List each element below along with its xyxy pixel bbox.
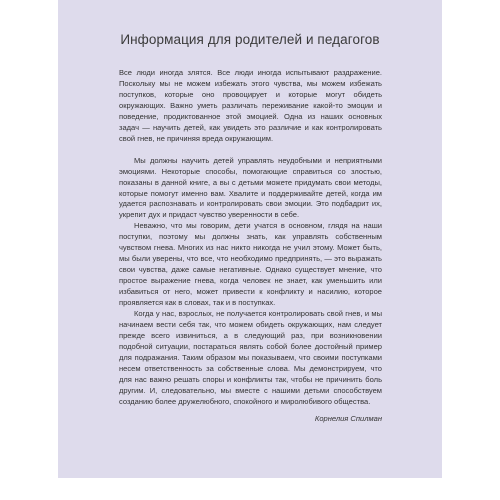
- author-signature: Корнелия Спилман: [314, 413, 382, 423]
- article-body: [119, 68, 382, 425]
- paragraph-4: Когда у нас, взрослых, не получается контролировать свой гнев, и мы начинаем вести себя так, что можем обидеть окружающих, нам следует прежде всего извиниться, а в следующий раз, при возникновении подобной ситуации, постараться являть собой более достойный пример для подражания. Таким образом мы показываем, что своими поступками несем ответственность за собственные слова. Мы демонстрируем, что для нас важно решать споры и конфликты так, чтобы не причинить боль другим. И, следовательно, мы вместе с нашими детьми способствуем созданию более дружелюбного, спокойного и миролюбивого общества.: [119, 309, 382, 406]
- page-title: Информация для родителей и педагогов: [120, 32, 380, 47]
- paragraph-1: Все люди иногда злятся. Все люди иногда испытывают раздражение. Поскольку мы не можем избежать этого чувства, мы можем избежать поступков, которые оно провоцирует и которые могут обидеть окружающих. Важно уметь различать переживание какой-то эмоции и поведение, продиктованное этой эмоцией. Одна из наших основных задач — научить детей, как увидеть это различие и как контролировать свой гнев, не причиняя вреда окружающим.: [119, 68, 382, 143]
- paragraph-3: Неважно, что мы говорим, дети учатся в основном, глядя на наши поступки, поэтому мы должны знать, как управлять собственным чувством гнева. Многих из нас никто никогда не учил этому. Может быть, мы были уверены, что все, что необходимо предпринять, — это выражать свои чувства, даже самые негативные. Однако существует мнение, что простое выражение гнева, когда человек не знает, как уменьшить или избавиться от него, может привести к конфликту и насилию, которое проявляется как в словах, так и в поступках.: [119, 221, 382, 308]
- paragraph-2: Мы должны научить детей управлять неудобными и неприятными эмоциями. Некоторые способы, помогающие справиться со злостью, показаны в данной книге, а вы с детьми можете придумать свои методы, которые помогут именно вам. Хвалите и поддерживайте детей, когда им удается распознавать и контролировать свои эмоции. Это подбадрит их, укрепит дух и придаст чувство уверенности в себе.: [119, 155, 382, 220]
